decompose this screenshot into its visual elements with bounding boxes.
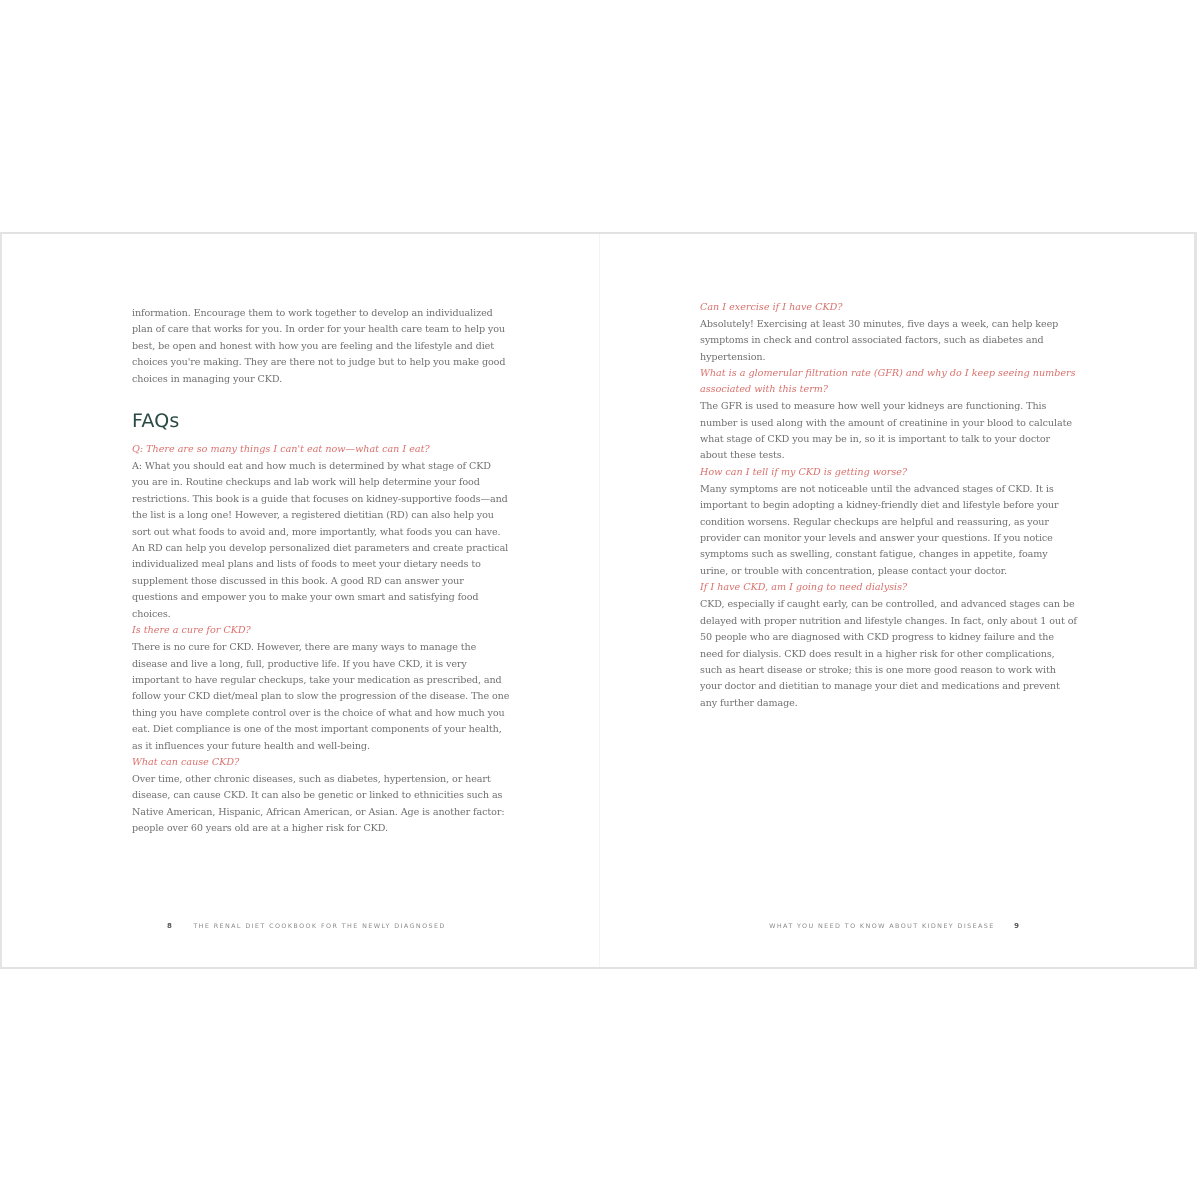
faq-question: What can cause CKD? xyxy=(132,756,240,768)
page-number: 9 xyxy=(1014,922,1019,930)
faq-answer: There is no cure for CKD. However, there are many ways to manage the disease and live a long, full, productive life. If you have CKD, it is very important to have regular checkups, take your medication as prescribed, and follow your CKD diet/meal plan to slow the progression of the disease. The one thing you have complete control over is the choice of what and how much you eat. Diet compliance is one of the most important components of your health, as it influences your future health and well-being. xyxy=(132,642,510,752)
intro-paragraph: information. Encourage them to work together to develop an individualized plan of care that works for you. In order for your health care team to help you best, be open and honest with how you are feeling and the lifestyle and diet choices you're making. They are there not to judge but to help you make good choices in managing your CKD. xyxy=(132,308,506,385)
faq-question: What is a glomerular filtration rate (GFR) and why do I keep seeing numbers associated with this term? xyxy=(700,368,1076,396)
faqs-heading: FAQs xyxy=(132,410,180,433)
faq-answer: A: What you should eat and how much is determined by what stage of CKD you are in. Routine checkups and lab work will help determine your food restrictions. This book is a guide that focuses on kidney-supportive foods—and the list is a long one! However, a registered dietitian (RD) can also help you sort out what foods to avoid and, more importantly, what foods you can have. An RD can help you develop personalized diet parameters and create practical individualized meal plans and lists of foods to meet your dietary needs to supplement those discussed in this book. A good RD can answer your questions and empower you to make your own smart and satisfying food choices. xyxy=(132,461,509,620)
faq-question: Can I exercise if I have CKD? xyxy=(700,302,843,313)
faq-answer: CKD, especially if caught early, can be controlled, and advanced stages can be delayed with proper nutrition and lifestyle changes. In fact, only about 1 out of 50 people who are diagnosed with CKD progress to kidney failure and the need for dialysis. CKD does result in a higher risk for other complications, such as heart disease or stroke; this is one more good reason to work with your doctor and dietitian to manage your diet and medications and prevent any further damage. xyxy=(700,599,1077,709)
faq-answer: The GFR is used to measure how well your kidneys are functioning. This number is used along with the amount of creatinine in your blood to calculate what stage of CKD you may be in, so it is important to talk to your doctor about these tests. xyxy=(700,401,1072,462)
page-number: 8 xyxy=(167,922,172,930)
running-title: WHAT YOU NEED TO KNOW ABOUT KIDNEY DISEASE xyxy=(769,922,995,930)
left-page xyxy=(2,234,600,967)
faq-item xyxy=(132,755,510,838)
faq-item xyxy=(700,580,1078,712)
faq-item xyxy=(700,366,1078,465)
right-column xyxy=(700,300,1078,712)
faq-item xyxy=(700,465,1078,580)
faq-item xyxy=(700,300,1078,366)
running-title: THE RENAL DIET COOKBOOK FOR THE NEWLY DIAGNOSED xyxy=(193,922,446,930)
faq-item xyxy=(132,442,510,623)
left-column xyxy=(132,306,510,838)
faq-question: How can I tell if my CKD is getting worse? xyxy=(700,466,908,478)
left-footer xyxy=(167,922,446,930)
right-footer xyxy=(769,922,1019,930)
faq-item xyxy=(132,623,510,755)
faq-answer: Over time, other chronic diseases, such as diabetes, hypertension, or heart disease, can cause CKD. It can also be genetic or linked to ethnicities such as Native American, Hispanic, African American, or Asian. Age is another factor: people over 60 years old are at a higher risk for CKD. xyxy=(132,773,505,835)
faq-answer: Absolutely! Exercising at least 30 minutes, five days a week, can help keep symptoms in check and control associated factors, such as diabetes and hypertension. xyxy=(700,319,1059,363)
book-spread xyxy=(0,232,1197,969)
faq-answer: Many symptoms are not noticeable until the advanced stages of CKD. It is important to begin adopting a kidney-friendly diet and lifestyle before your condition worsens. Regular checkups are helpful and reassuring, as your provider can monitor your levels and answer your questions. If you notice symptoms such as swelling, constant fatigue, changes in appetite, foamy urine, or trouble with concentration, please contact your doctor. xyxy=(700,483,1059,577)
faq-question: Is there a cure for CKD? xyxy=(132,625,251,637)
faq-question: Q: There are so many things I can't eat now—what can I eat? xyxy=(132,444,430,456)
faq-question: If I have CKD, am I going to need dialysis? xyxy=(700,582,908,594)
right-page xyxy=(600,234,1197,967)
